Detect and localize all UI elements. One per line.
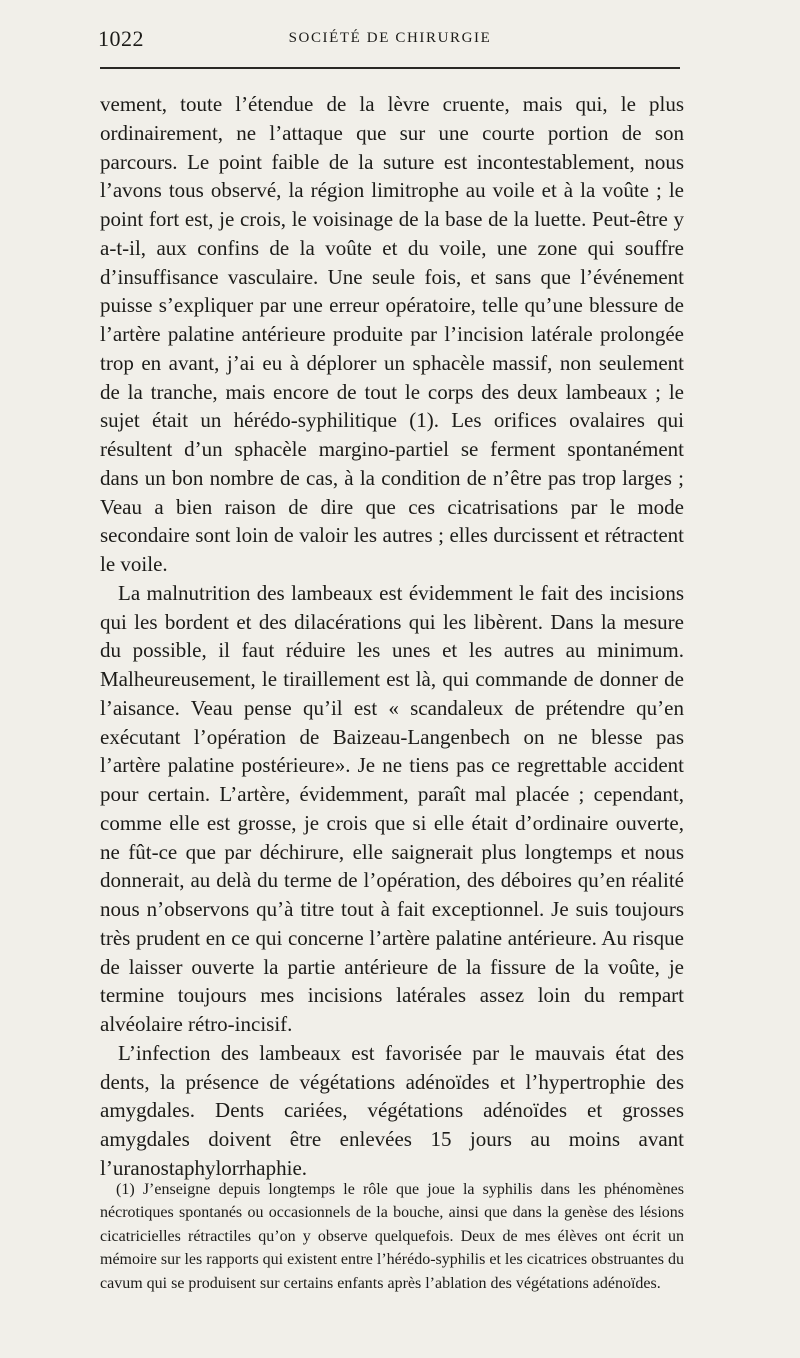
page-number: 1022: [98, 26, 144, 51]
paragraph-malnutrition: La malnutrition des lambeaux est évidemment le fait des incisions qui les bordent et des dilacérations qui les libèrent. Dans la mesure du possible, il faut réduire les unes et les autres au minimum. Malheureusement, le tiraillement est là, qui commande de donner de l’aisance. Veau pense qu’il est « scandaleux de prétendre qu’en exécutant l’opération de Baizeau-Langenbech on ne blesse pas l’artère palatine postérieure». Je ne tiens pas ce regrettable accident pour certain. L’artère, évidemment, paraît mal placée ; cependant, comme elle est grosse, je crois que si elle était d’ordinaire ouverte, ne fût-ce que par déchirure, elle saignerait plus longtemps et nous donnerait, au delà du terme de l’opération, des déboires qu’en réalité nous n’observons qu’à titre tout à fait exceptionnel. Je suis toujours très prudent en ce qui concerne l’artère palatine antérieure. Au risque de laisser ouverte la partie antérieure de la fissure de la voûte, je termine toujours mes incisions latérales assez loin du rempart alvéolaire rétro-incisif.: [100, 580, 684, 1036]
footnote: (1) J’enseigne depuis longtemps le rôle que joue la syphilis dans les phénomènes nécrotiques spontanés ou occasionnels de la bouche, ainsi que dans la genèse des lésions cicatricielles rétractiles qu’on y observe quelquefois. Deux de mes élèves ont écrit un mémoire sur les rapports qui existent entre l’hérédo-syphilis et les cicatrices obstruantes du cavum qui se produisent sur certains enfants après l’ablation des végétations adénoïdes.: [100, 1181, 684, 1292]
body-text: [100, 90, 684, 1183]
running-head: SOCIÉTÉ DE CHIRURGIE: [288, 30, 492, 46]
paragraph-infection: L’infection des lambeaux est favorisée par le mauvais état des dents, la présence de végétations adénoïdes et l’hypertrophie des amygdales. Dents cariées, végétations adénoïdes et grosses amygdales doivent être enlevées 15 jours au moins avant l’uranostaphylorrhaphie.: [100, 1040, 684, 1180]
header-rule: [100, 67, 680, 69]
page-header: [98, 26, 682, 56]
paragraph-continuation: vement, toute l’étendue de la lèvre cruente, mais qui, le plus ordinairement, ne l’attaque que sur une courte portion de son parcours. Le point faible de la suture est incontestablement, nous l’avons tous observé, la région limitrophe au voile et à la voûte ; le point fort est, je crois, le voisinage de la base de la luette. Peut-être y a-t-il, aux confins de la voûte et du voile, une zone qui souffre d’insuffisance vasculaire. Une seule fois, et sans que l’événement puisse s’expliquer par une erreur opératoire, telle qu’une blessure de l’artère palatine antérieure produite par l’incision latérale prolongée trop en avant, j’ai eu à déplorer un sphacèle massif, non seulement de la tranche, mais encore de tout le corps des deux lambeaux ; le sujet était un hérédo-syphilitique (1). Les orifices ovalaires qui résultent d’un sphacèle margino-partiel se ferment spontanément dans un bon nombre de cas, à la condition de n’être pas trop larges ; Veau a bien raison de dire que ces cicatrisations par le mode secondaire sont loin de valoir les autres ; elles durcissent et rétractent le voile.: [100, 92, 684, 576]
